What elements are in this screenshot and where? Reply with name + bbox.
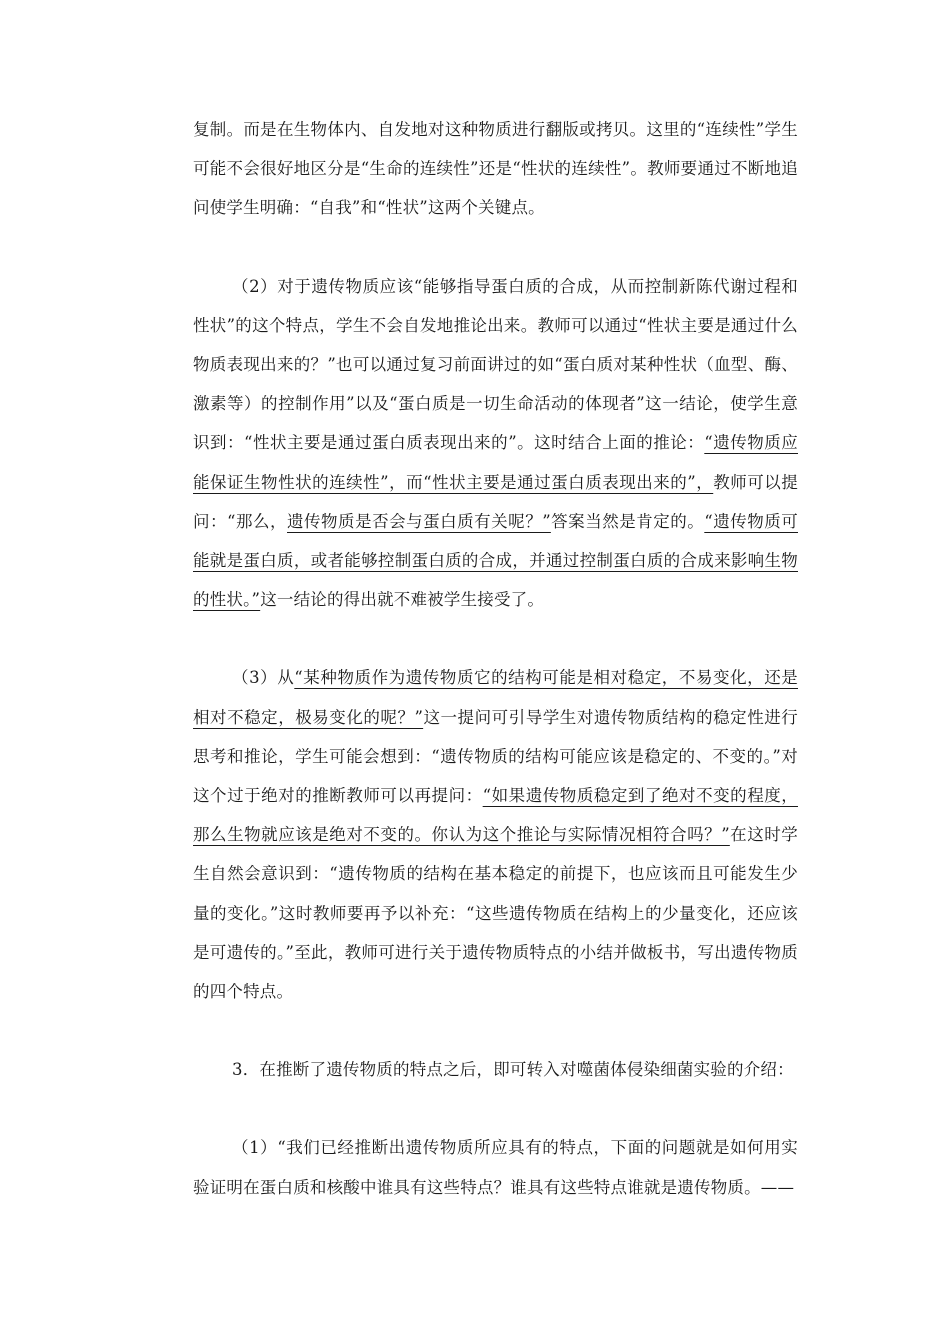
paragraph-3 [193,658,798,1011]
text-run: （3）从 [232,668,295,688]
text-run: 这一结论的得出就不难被学生接受了。 [260,590,545,610]
paragraph-gap [193,228,798,267]
paragraph-gap [193,1089,798,1128]
underlined-text: “如果遗传物质稳定到了绝对不变的程度，那么生物就应该是绝对不变的。你认为这个推论与实际情况相符合吗？” [193,786,798,845]
paragraph-5 [193,1128,798,1206]
text-run: 复制。而是在生物体内、自发地对这种物质进行翻版或拷贝。这里的“连续性”学生可能不会很好地区分是“生命的连续性”还是“性状的连续性”。教师要通过不断地追问使学生明确：“自我”和“性状”这两个关键点。 [193,120,798,218]
underlined-text: “遗传物质应能保证生物性状的连续性”，而“性状主要是通过蛋白质表现出来的”， [193,433,798,492]
text-run: （1）“我们已经推断出遗传物质所应具有的特点，下面的问题就是如何用实验证明在蛋白质和核酸中谁具有这些特点？谁具有这些特点谁就是遗传物质。—— [193,1138,798,1197]
text-run: 答案当然是肯定的。 [550,511,705,531]
paragraph-2 [193,267,798,620]
paragraph-4 [193,1050,798,1089]
text-run: 这一提问可引导学生对遗传物质结构的稳定性进行思考和推论，学生可能会想到：“遗传物质的结构可能应该是稳定的、不变的。”对这个过于绝对的推断教师可以再提问： [193,707,798,806]
text-run: 3．在推断了遗传物质的特点之后，即可转入对噬菌体侵染细菌实验的介绍： [232,1060,794,1080]
paragraph-gap [193,619,798,658]
paragraph-1 [193,110,798,228]
text-run: （2）对于遗传物质应该“能够指导蛋白质的合成，从而控制新陈代谢过程和性状”的这个特点，学生不会自发地推论出来。教师可以通过“性状主要是通过什么物质表现出来的？”也可以通过复习前面讲过的如“蛋白质对某种性状（血型、酶、激素等）的控制作用”以及“蛋白质是一切生命活动的体现者”这一结论，使学生意识到：“性状主要是通过蛋白质表现出来的”。这时结合上面的推论： [193,276,798,453]
document-body [193,110,798,1207]
underlined-text: “某种物质作为遗传物质它的结构可能是相对稳定，不易变化，还是相对不稳定，极易变化的呢？” [193,668,798,727]
underlined-text: “遗传物质可能就是蛋白质，或者能够控制蛋白质的合成，并通过控制蛋白质的合成来影响生物的性状。” [193,511,798,610]
paragraph-gap [193,1011,798,1050]
underlined-text: 遗传物质是否会与蛋白质有关呢？” [287,511,551,531]
text-run: 教师可以提问：“那么， [193,472,798,531]
text-run: 在这时学生自然会意识到：“遗传物质的结构在基本稳定的前提下，也应该而且可能发生少量的变化。”这时教师要再予以补充：“这些遗传物质在结构上的少量变化，还应该是可遗传的。”至此，教师可进行关于遗传物质特点的小结并做板书，写出遗传物质的四个特点。 [193,825,798,1002]
